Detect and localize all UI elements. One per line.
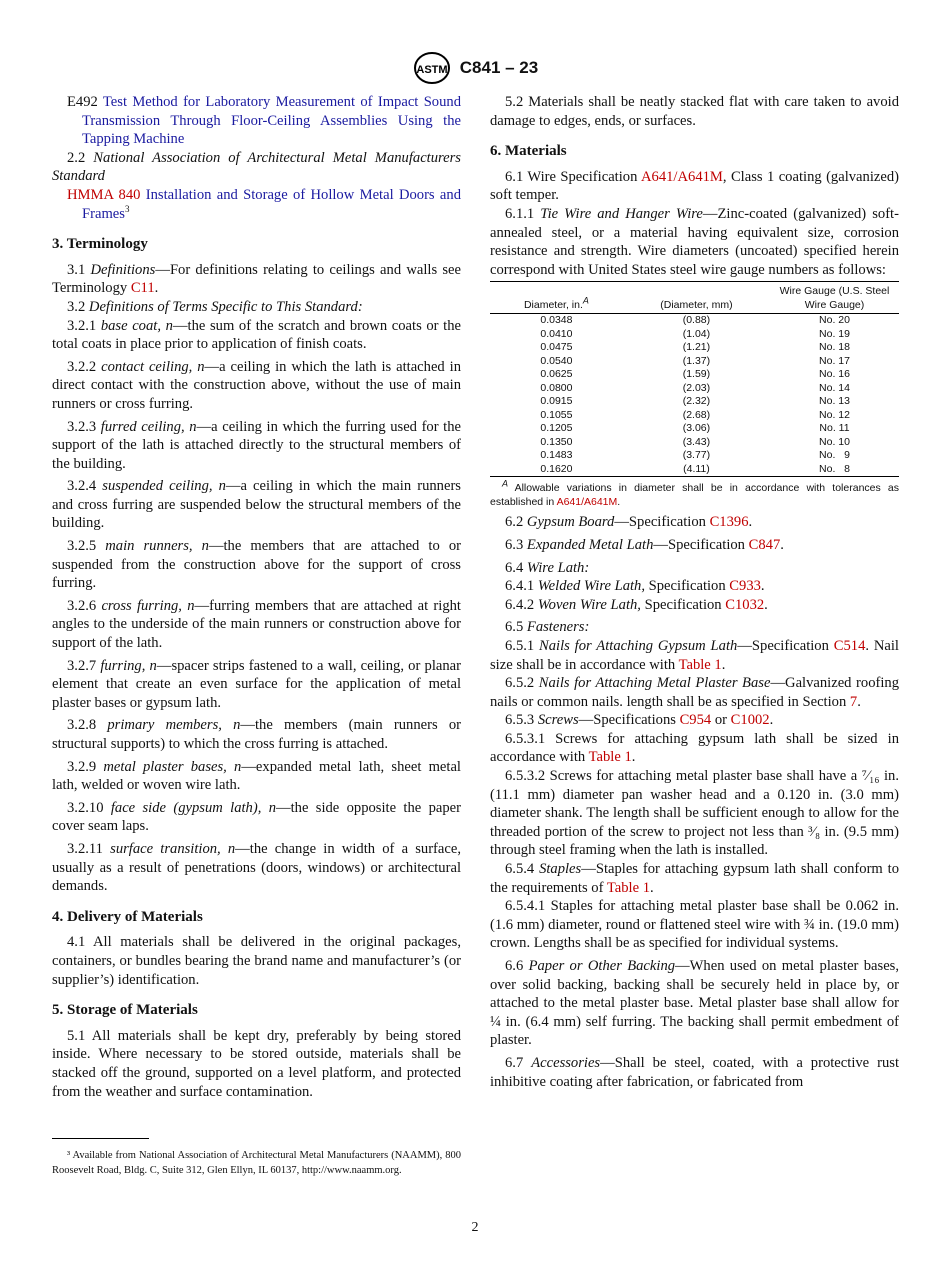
- table-row: [490, 463, 899, 477]
- para-6-4: 6.4 Wire Lath:: [505, 559, 590, 576]
- col-header: Diameter, in.$^A$: [523, 295, 589, 311]
- para-5-1: 5.1 All materials shall be kept dry, preferably by being stored inside. Where necessary to be stored outside, materials shall be stacked off the ground, supported on a level platform, and protected from the weather and surface contamination.: [52, 1027, 461, 1100]
- table-cell: 0.1205: [540, 422, 573, 435]
- col-header: (Diameter, mm): [660, 298, 733, 311]
- link-a641[interactable]: A641/A641M: [641, 168, 723, 185]
- col-header: Wire Gauge (U.S. Steel Wire Gauge): [779, 285, 890, 311]
- table-row: [490, 436, 899, 450]
- table-row: [490, 449, 899, 463]
- table-cell: (2.03): [682, 381, 711, 394]
- table-row: [490, 341, 899, 355]
- right-column: [490, 93, 899, 1091]
- para-3-1: 3.1 Definitions—For definitions relating to ceilings and walls see Terminology C11.: [52, 261, 461, 297]
- para-6-7: 6.7 Accessories—Shall be steel, coated, with a protective rust inhibitive coating after fabrication, or fabricated from: [490, 1054, 899, 1090]
- link-c933[interactable]: C933: [729, 578, 761, 595]
- svg-text:ASTM: ASTM: [416, 64, 448, 76]
- link-c1032[interactable]: C1032: [725, 596, 765, 613]
- ref-hmma840: HMMA 840 Installation and Storage of Hollow Metal Doors and Frames$^3$: [67, 186, 462, 222]
- table-cell: No. 10: [819, 435, 850, 448]
- table-cell: 0.0410: [540, 327, 573, 340]
- table-cell: 0.0625: [540, 368, 573, 381]
- table-cell: 0.1055: [540, 408, 573, 421]
- table-cell: (3.43): [682, 435, 711, 448]
- table-cell: (1.21): [682, 341, 711, 354]
- table-header-row: [490, 282, 899, 314]
- def-3-2-4: 3.2.4 suspended ceiling, n—a ceiling in which the main runners and cross furring are suspended below the structural members of the building.: [52, 478, 461, 532]
- link-table1[interactable]: Table 1: [678, 656, 722, 673]
- link-e492[interactable]: Test Method for Laboratory Measurement of Impact Sound Transmission Through Floor-Ceiling Assemblies Using the Tapping Machine: [82, 94, 461, 148]
- table-cell: 0.0540: [540, 354, 573, 367]
- para-3-2: 3.2 Definitions of Terms Specific to This Standard:: [67, 298, 363, 315]
- para-6-3: 6.3 Expanded Metal Lath—Specification C847.: [505, 536, 784, 553]
- table-cell: 0.1350: [540, 435, 573, 448]
- table-cell: No. 19: [819, 327, 850, 340]
- table-cell: (1.37): [682, 354, 711, 367]
- link-section7[interactable]: 7: [849, 693, 858, 710]
- def-3-2-11: 3.2.11 surface transition, n—the change in width of a surface, usually as a result of penetrations (doors, windows) or architectural demands.: [52, 840, 461, 895]
- para-4-1: 4.1 All materials shall be delivered in the original packages, containers, or bundles bearing the brand name and manufacturer’s (or supplier’s) identification.: [52, 934, 461, 988]
- para-6-5-3-2: 6.5.3.2 Screws for attaching metal plaster base shall have a ⁷⁄₁₆ in. (11.1 mm) diameter pan washer head and a 0.120 in. (3.0 mm) diameter shank. The length shall be sufficient enough to allow for the threaded portion of the screw to project not less than ³⁄₈ in. (9.5 mm) through steel framing when the lath is installed.: [490, 768, 899, 859]
- para-6-6: 6.6 Paper or Other Backing—When used on metal plaster bases, over solid backing, backing shall be securely held in place by, or attached to the metal plaster base. Metal plaster base shall allow for ¼ in. (6.4 mm) self furring. The backing shall permit embedment of plaster.: [490, 958, 899, 1049]
- table-cell: (3.77): [682, 449, 711, 462]
- table-cell: No. 18: [819, 341, 850, 354]
- def-3-2-3: 3.2.3 furred ceiling, n—a ceiling in which the furring used for the support of the lath is attached directly to the structural members of the building.: [52, 418, 461, 472]
- table-cell: (0.88): [682, 314, 711, 327]
- para-6-5: 6.5 Fasteners:: [505, 619, 590, 636]
- table-row: [490, 328, 899, 342]
- footnote-divider: [52, 1138, 149, 1139]
- table-cell: (2.32): [682, 395, 711, 408]
- para-2-2: 2.2 National Association of Architectural Metal Manufacturers Standard: [52, 149, 461, 185]
- def-3-2-10: 3.2.10 face side (gypsum lath), n—the side opposite the paper cover seam laps.: [52, 799, 462, 835]
- section-6-heading: 6. Materials: [490, 143, 567, 160]
- table-cell: 0.0348: [540, 314, 573, 327]
- table-row: [490, 395, 899, 409]
- def-3-2-6: 3.2.6 cross furring, n—furring members that are attached at right angles to the underside of the main runners or construction above for support of the lath.: [52, 597, 461, 652]
- table-cell: 0.0915: [540, 395, 573, 408]
- footnote-3: ³ Available from National Association of Architectural Metal Manufacturers (NAAMM), 800 Roosevelt Road, Bldg. C, Suite 312, Glen Ellyn, IL 60137, http://www.naamm.org.: [52, 1150, 461, 1176]
- section-3-heading: 3. Terminology: [52, 236, 148, 253]
- table-note: $^A$ Allowable variations in diameter shall be in accordance with tolerances as established in A641/A641M.: [490, 478, 899, 509]
- table-cell: (1.04): [682, 327, 711, 340]
- para-6-4-1: 6.4.1 Welded Wire Lath, Specification C933.: [505, 578, 765, 595]
- table-cell: No. 17: [819, 354, 850, 367]
- page-number: 2: [471, 1220, 479, 1235]
- table-cell: No. 11: [819, 422, 850, 435]
- table-cell: (1.59): [682, 368, 711, 381]
- section-4-heading: 4. Delivery of Materials: [52, 908, 203, 925]
- table-cell: 0.0800: [540, 381, 573, 394]
- table-cell: No. 9: [819, 449, 850, 462]
- standard-code: C841 – 23: [459, 58, 539, 77]
- table-cell: No. 8: [819, 462, 850, 475]
- table-row: [490, 409, 899, 423]
- table-row: [490, 368, 899, 382]
- para-6-5-2: 6.5.2 Nails for Attaching Metal Plaster Base—Galvanized roofing nails or common nails. length shall be as specified in Section 7.: [490, 675, 899, 710]
- table-row: [490, 422, 899, 436]
- para-6-1: 6.1 Wire Specification A641/A641M, Class 1 coating (galvanized) soft temper.: [490, 168, 899, 204]
- table-cell: No. 14: [819, 381, 850, 394]
- def-3-2-5: 3.2.5 main runners, n—the members that are attached to or suspended from the construction above for the support of cross furring.: [52, 538, 461, 592]
- def-3-2-2: 3.2.2 contact ceiling, n—a ceiling in which the lath is attached in direct contact with the construction above, without the use of main runners or cross furring.: [52, 358, 461, 412]
- link-c1002[interactable]: C1002: [730, 712, 770, 729]
- table-cell: No. 16: [819, 368, 850, 381]
- wire-gauge-table: [490, 281, 899, 477]
- para-6-5-4-1: 6.5.4.1 Staples for attaching metal plaster base shall be 0.062 in. (1.6 mm) diameter, round or flattened steel wire with ¾ in. (19.0 mm) crown. Lengths shall be as specified for individual systems.: [490, 898, 899, 952]
- page-header: [0, 50, 950, 86]
- link-hmma840[interactable]: HMMA 840: [67, 186, 141, 203]
- para-6-4-2: 6.4.2 Woven Wire Lath, Specification C1032.: [505, 596, 768, 613]
- link-hmma840-title[interactable]: Installation and Storage of Hollow Metal Doors and Frames: [82, 186, 462, 222]
- link-c954[interactable]: C954: [679, 712, 712, 729]
- para-6-5-1: 6.5.1 Nails for Attaching Gypsum Lath—Specification C514. Nail size shall be in accordance with Table 1.: [490, 637, 899, 673]
- link-a641-note[interactable]: A641/A641M: [556, 496, 618, 509]
- table-cell: No. 12: [819, 408, 850, 421]
- table-row: [490, 382, 899, 396]
- table-cell: (2.68): [682, 408, 711, 421]
- def-3-2-7: 3.2.7 furring, n—spacer strips fastened to a wall, ceiling, or planar element that create an even surface for the application of metal plaster bases or gypsum lath.: [52, 657, 461, 711]
- table-cell: 0.1620: [540, 462, 573, 475]
- para-6-5-3-1: 6.5.3.1 Screws for attaching gypsum lath shall be sized in accordance with Table 1.: [490, 730, 899, 766]
- link-table1[interactable]: Table 1: [606, 879, 651, 896]
- para-5-2: 5.2 Materials shall be neatly stacked flat with care taken to avoid damage to edges, ends, or surfaces.: [490, 94, 899, 129]
- def-3-2-9: 3.2.9 metal plaster bases, n—expanded metal lath, sheet metal lath, welded or woven wire lath.: [52, 758, 461, 794]
- link-c11[interactable]: C11: [130, 280, 155, 297]
- link-c514[interactable]: C514: [833, 637, 866, 654]
- left-column: [52, 93, 461, 1101]
- link-c1396[interactable]: C1396: [709, 514, 749, 531]
- para-6-2: 6.2 Gypsum Board—Specification C1396.: [505, 514, 753, 531]
- para-6-1-1: 6.1.1 Tie Wire and Hanger Wire—Zinc-coated (galvanized) soft-annealed steel, or a material having equivalent size, corrosion resistance and strength. Wire diameters (uncoated) specified herein correspond with United States steel wire gauge numbers as follows:: [490, 205, 899, 278]
- section-5-heading: 5. Storage of Materials: [52, 1002, 198, 1019]
- table-cell: 0.1483: [540, 449, 573, 462]
- ref-e492: E492 Test Method for Laboratory Measurement of Impact Sound Transmission Through Floor-Ceiling Assemblies Using the Tapping Machine: [67, 94, 461, 148]
- link-c847[interactable]: C847: [748, 536, 781, 553]
- para-6-5-3: 6.5.3 Screws—Specifications C954 or C1002.: [505, 712, 774, 729]
- table-row: [490, 355, 899, 369]
- table-cell: (3.06): [682, 422, 711, 435]
- table-cell: (4.11): [683, 462, 710, 475]
- table-row: [490, 314, 899, 328]
- def-3-2-8: 3.2.8 primary members, n—the members (main runners or structural supports) to which the cross furring is attached.: [52, 717, 461, 752]
- table-cell: No. 13: [819, 395, 850, 408]
- link-table1[interactable]: Table 1: [588, 749, 632, 766]
- astm-logo: [412, 50, 452, 86]
- def-3-2-1: 3.2.1 base coat, n—the sum of the scratch and brown coats or the total coats in place prior to application of finish coats.: [52, 317, 461, 353]
- table-cell: 0.0475: [540, 341, 573, 354]
- table-cell: No. 20: [819, 314, 850, 327]
- para-6-5-4: 6.5.4 Staples—Staples for attaching gypsum lath shall conform to the requirements of Table 1.: [490, 861, 899, 896]
